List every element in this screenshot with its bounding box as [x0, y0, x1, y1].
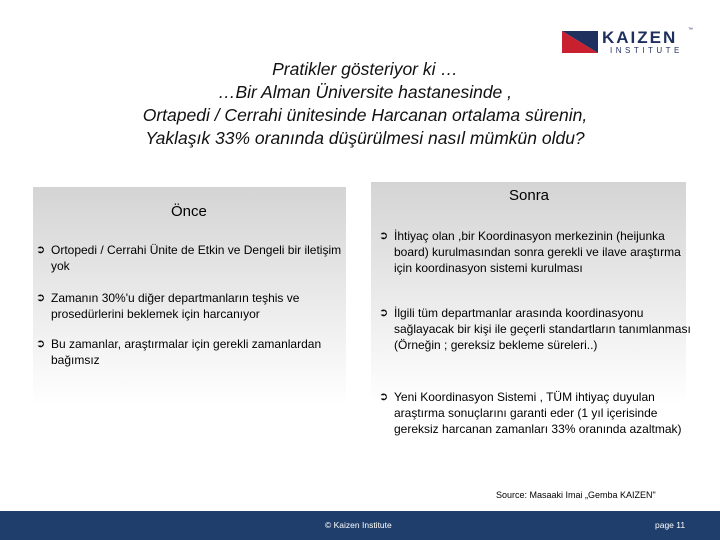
title-line: Pratikler gösteriyor ki … — [272, 59, 458, 79]
title-line: Ortapedi / Cerrahi ünitesinde Harcanan ortalama sürenin, — [142, 105, 588, 125]
bullet-arrow-icon: ➲ — [379, 391, 389, 403]
page-number: page 11 — [655, 520, 686, 530]
footer-copyright: © Kaizen Institute — [325, 520, 392, 530]
kaizen-logo — [562, 27, 692, 57]
after-item-text: Yeni Koordinasyon Sistemi , TÜM ihtiyaç duyulan araştırma sonuçlarını garanti eder (1 yıl içerisinde gereksiz harcanan zamanları 33% oranında azaltmak) — [394, 390, 682, 436]
before-heading: Önce — [171, 203, 207, 220]
before-item — [36, 336, 351, 368]
title-line: Yaklaşık 33% oranında düşürülmesi nasıl mümkün oldu? — [145, 128, 585, 148]
after-item-text: İhtiyaç olan ,bir Koordinasyon merkezinin (heijunka board) kurulmasından sonra gerekli ve ilave araştırma için koordinasyon sistemi kurulması — [394, 229, 681, 275]
bullet-arrow-icon: ➲ — [379, 230, 389, 242]
before-item — [36, 242, 351, 274]
slide-title — [40, 58, 690, 150]
before-panel — [33, 187, 346, 406]
logo-trademark: ™ — [688, 27, 693, 33]
bullet-arrow-icon: ➲ — [379, 307, 389, 319]
before-item-text: Ortopedi / Cerrahi Ünite de Etkin ve Dengeli bir iletişim yok — [51, 243, 342, 273]
before-item — [36, 290, 351, 322]
kaizen-logo-icon — [562, 31, 598, 53]
logo-subtitle: INSTITUTE — [610, 46, 683, 55]
source-citation: Source: Masaaki Imai „Gemba KAIZEN" — [496, 490, 656, 500]
footer-bar — [0, 511, 720, 540]
logo-wordmark: KAIZEN — [602, 28, 678, 47]
before-item-text: Zamanın 30%'u diğer departmanların teşhis ve prosedürlerini beklemek için harcanıyor — [51, 291, 300, 321]
after-item — [379, 228, 692, 276]
title-line: …Bir Alman Üniversite hastanesinde , — [217, 82, 513, 102]
before-item-text: Bu zamanlar, araştırmalar için gerekli zamanlardan bağımsız — [51, 337, 322, 367]
bullet-arrow-icon: ➲ — [36, 338, 46, 350]
bullet-arrow-icon: ➲ — [36, 244, 46, 256]
bullet-arrow-icon: ➲ — [36, 292, 46, 304]
after-item-text: İlgili tüm departmanlar arasında koordinasyonu sağlayacak bir kişi ile geçerli standartların tanımlanması (Örneğin ; gereksiz bekleme süreleri..) — [394, 306, 691, 352]
after-heading: Sonra — [509, 187, 550, 204]
after-panel — [371, 182, 691, 436]
after-item — [379, 305, 692, 353]
after-item — [379, 389, 692, 437]
